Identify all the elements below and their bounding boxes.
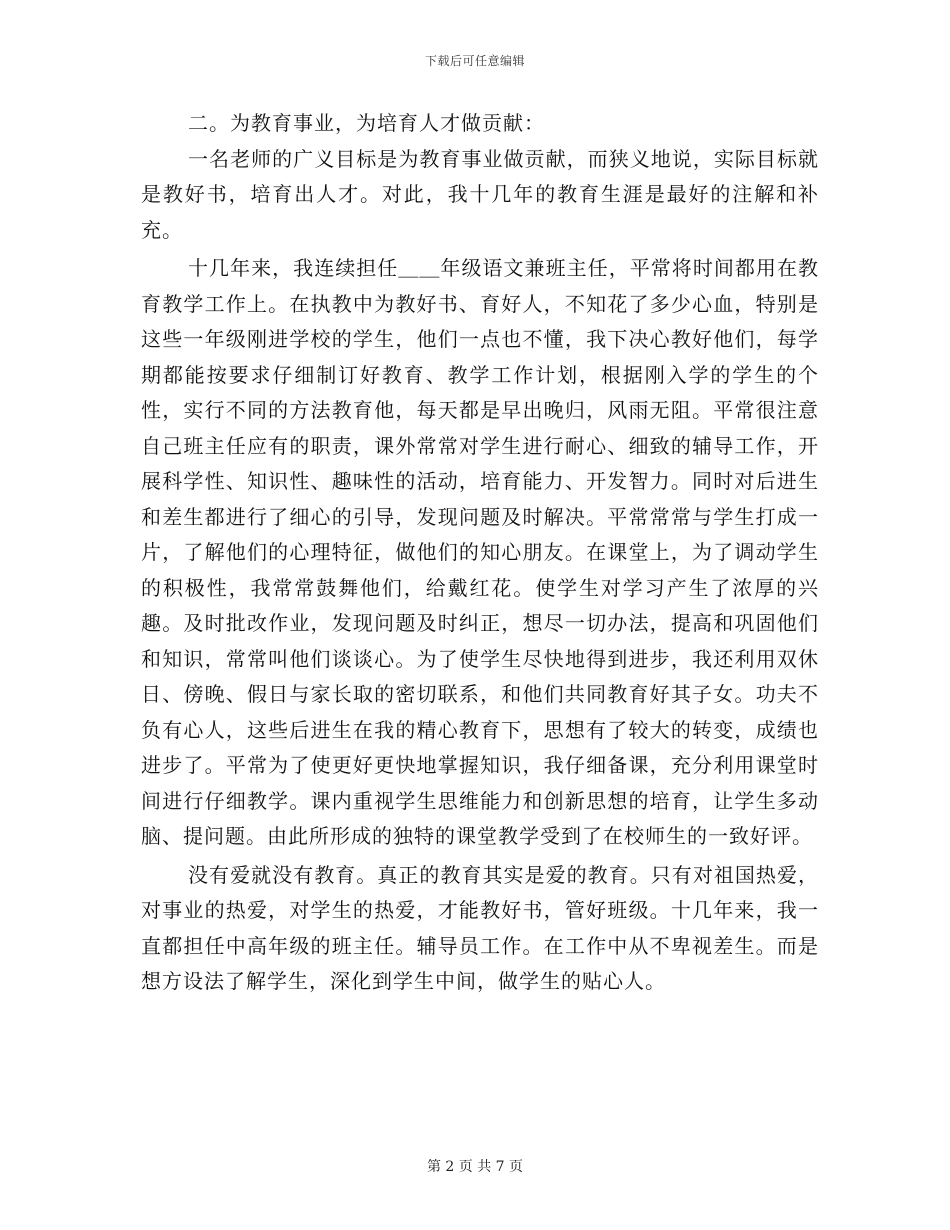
paragraph-teaching-work: 十几年来，我连续担任＿＿年级语文兼班主任，平常将时间都用在教育教学工作上。在执教中为教好书、育好人，不知花了多少心血，特别是这些一年级刚进学校的学生，他们一点也不懂，我下决心教好他们，每学期都能按要求仔细制订好教育、教学工作计划，根据刚入学的学生的个性，实行不同的方法教育他，每天都是早出晚归，风雨无阻。平常很注意自己班主任应有的职责，课外常常对学生进行耐心、细致的辅导工作，开展科学性、知识性、趣味性的活动，培育能力、开发智力。同时对后进生和差生都进行了细心的引导，发现问题及时解决。平常常常与学生打成一片，了解他们的心理特征，做他们的知心朋友。在课堂上，为了调动学生的积极性，我常常鼓舞他们，给戴红花。使学生对学习产生了浓厚的兴趣。及时批改作业，发现问题及时纠正，想尽一切办法，提高和巩固他们和知识，常常叫他们谈谈心。为了使学生尽快地得到进步，我还利用双休日、傍晚、假日与家长取的密切联系，和他们共同教育好其子女。功夫不负有心人，这些后进生在我的精心教育下，思想有了较大的转变，成绩也进步了。平常为了使更好更快地掌握知识，我仔细备课，充分利用课堂时间进行仔细教学。课内重视学生思维能力和创新思想的培育，让学生多动脑、提问题。由此所形成的独特的课堂教学受到了在校师生的一致好评。 bbox=[141, 256, 819, 848]
paragraph-goal: 一名老师的广义目标是为教育事业做贡献，而狭义地说，实际目标就是教好书，培育出人才。对此，我十几年的教育生涯是最好的注解和补充。 bbox=[141, 146, 819, 242]
page-number: 第 2 页 共 7 页 bbox=[426, 1159, 524, 1175]
page-header-note: 下载后可任意编辑 bbox=[424, 54, 525, 68]
paragraph-love-education: 没有爱就没有教育。真正的教育其实是爱的教育。只有对祖国热爱，对事业的热爱，对学生的热爱，才能教好书，管好班级。十几年来，我一直都担任中高年级的班主任。辅导员工作。在工作中从不卑视差生。而是想方设法了解学生，深化到学生中间，做学生的贴心人。 bbox=[141, 862, 819, 993]
section-heading: 二。为教育事业，为培育人才做贡献： bbox=[188, 111, 545, 135]
document-body bbox=[141, 106, 819, 1003]
